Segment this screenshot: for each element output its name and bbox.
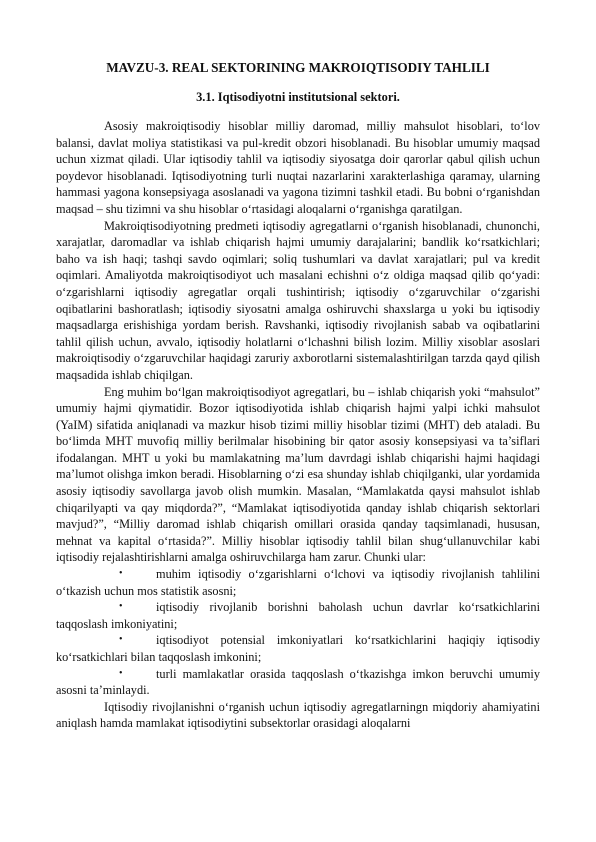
paragraph-2: Makroiqtisodiyotning predmeti iqtisodiy agregatlarni o‘rganish hisoblanadi, chunonchi, xarajatlar, daromadlar va ishlab chiqarish hajmi umumiy darajalarini; bandlik ko‘rsatkichlari; baho va ish haqi; tashqi savdo oqimlari; soliq tushumlari va davlat xarajatlari; pul va kredit oqimlari. Amaliyotda makroiqtisodiyot uch masalani echishni o‘z oldiga maqsad qilib qo‘yadi: o‘zgarishlarni iqtisodiy agregatlar orqali tushintirish; iqtisodiy o‘zgaruvchilar o‘zgarishi oqibatlarini bashoratlash; iqtisodiy siyosatni amalga oshiruvchi shaxslarga u yoki bu iqtisodiy maqsadlarga erishishiga yordam berish. Ravshanki, iqtisodiy rivojlanish sabab va oqibatlarini tahlil qilish uchun, avvalo, iqtisodiy holatlarni o‘lchashni bilish lozim. Milliy xisoblar asoslari makroiqtisodiy o‘zgaruvchilar haqidagi zaruriy axborotlarni sistemalashtirilgan tarzda qayd qilish maqsadida ishlab chiqilgan.: [56, 218, 540, 382]
document-page: [56, 60, 540, 732]
section-subtitle: 3.1. Iqtisodiyotni institutsional sektori.: [196, 90, 400, 104]
list-item: [56, 566, 540, 599]
paragraph-1: Asosiy makroiqtisodiy hisoblar milliy daromad, milliy mahsulot hisoblari, to‘lov balansi, davlat moliya statistikasi va pul-kredit obzori hisoblanadi. Bu hisoblar umumiy maqsad uchun xizmat qiladi. Ular iqtisodiy tahlil va iqtisodiy siyosatga doir qarorlar qabul qilish uchun poydevor hisoblanadi. Iqtisodiyotning turli nuqtai nazarlarini xarakterlashiga qaramay, ularning hammasi yagona konsepsiyaga asoslanadi va yagona tizimni tashkil etadi. Bu bobni o‘rganishdan maqsad – shu tizimni va shu hisoblar o‘rtasidagi aloqalarni o‘rganishga qaratilgan.: [56, 119, 540, 216]
paragraph-4: Iqtisodiy rivojlanishni o‘rganish uchun iqtisodiy agregatlarningn miqdoriy ahamiyatini aniqlash hamda mamlakat iqtisodiytini subsektorlar orasidagi aloqalarni: [56, 699, 540, 731]
document-title: MAVZU-3. REAL SEKTORINING MAKROIQTISODIY TAHLILI: [106, 60, 490, 75]
list-item-text: iqtisodiy rivojlanib borishni baholash uchun davrlar ko‘rsatkichlarini taqqoslash imkoniyatini;: [56, 600, 540, 631]
list-item: [56, 666, 540, 699]
bullet-list: [56, 566, 540, 699]
list-item-text: turli mamlakatlar orasida taqqoslash o‘tkazishga imkon beruvchi umumiy asosni ta’minlaydi.: [56, 666, 540, 698]
bullet-icon: •: [119, 634, 123, 646]
bullet-icon: •: [119, 568, 123, 580]
paragraph-3: Eng muhim bo‘lgan makroiqtisodiyot agregatlari, bu – ishlab chiqarish yoki “mahsulot” umumiy hajmi qiymatidir. Bozor iqtisodiyotida ishlab chiqarish hajmi yalpi ichki mahsulot (YaIM) sifatida aniqlanadi va mazkur hisob tizimi milliy hisoblar tizimi (MHT) deb ataladi. Bu bo‘limda MHT muvofiq milliy berilmalar hisobining bir qator asosiy konsepsiyasi va ta’siflari ifodalangan. MHT u yoki bu mamlakatning ma’lum davrdagi ishlab chiqarishi hajmi haqidagi ma’lumot olishga imkon beradi. Hisoblarning o‘zi esa shunday ishlab chiqilganki, ular yordamida asosiy iqtisodiy savollarga javob olish mumkin. Masalan, “Mamlakatda qaysi mahsulot ishlab chiqarilyapti va qay miqdorda?”, “Mamlakat iqtisodiyotida qanday ishlab chiqarish sektorlari mavjud?”, “Milliy daromad ishlab chiqarish omillari orasida qanday taqsimlanadi, hususan, mehnat va kapital o‘rtasida?”. Milliy hisoblar iqtisodiy tahlil bilan shug‘ullanuvchilar kabi iqtisodiy rejalashtirishlarni amalga oshiruvchilarga ham zarur. Chunki ular:: [56, 384, 540, 565]
bullet-icon: •: [119, 667, 123, 679]
list-item: [56, 632, 540, 665]
list-item: [56, 599, 540, 632]
bullet-icon: •: [119, 601, 123, 613]
list-item-text: iqtisodiyot potensial imkoniyatlari ko‘rsatkichlarini haqiqiy iqtisodiy ko‘rsatkichlari bilan taqqoslash imkonini;: [56, 633, 540, 664]
list-item-text: muhim iqtisodiy o‘zgarishlarni o‘lchovi va iqtisodiy rivojlanish tahlilini o‘tkazish uchun mos statistik asosni;: [56, 567, 540, 598]
